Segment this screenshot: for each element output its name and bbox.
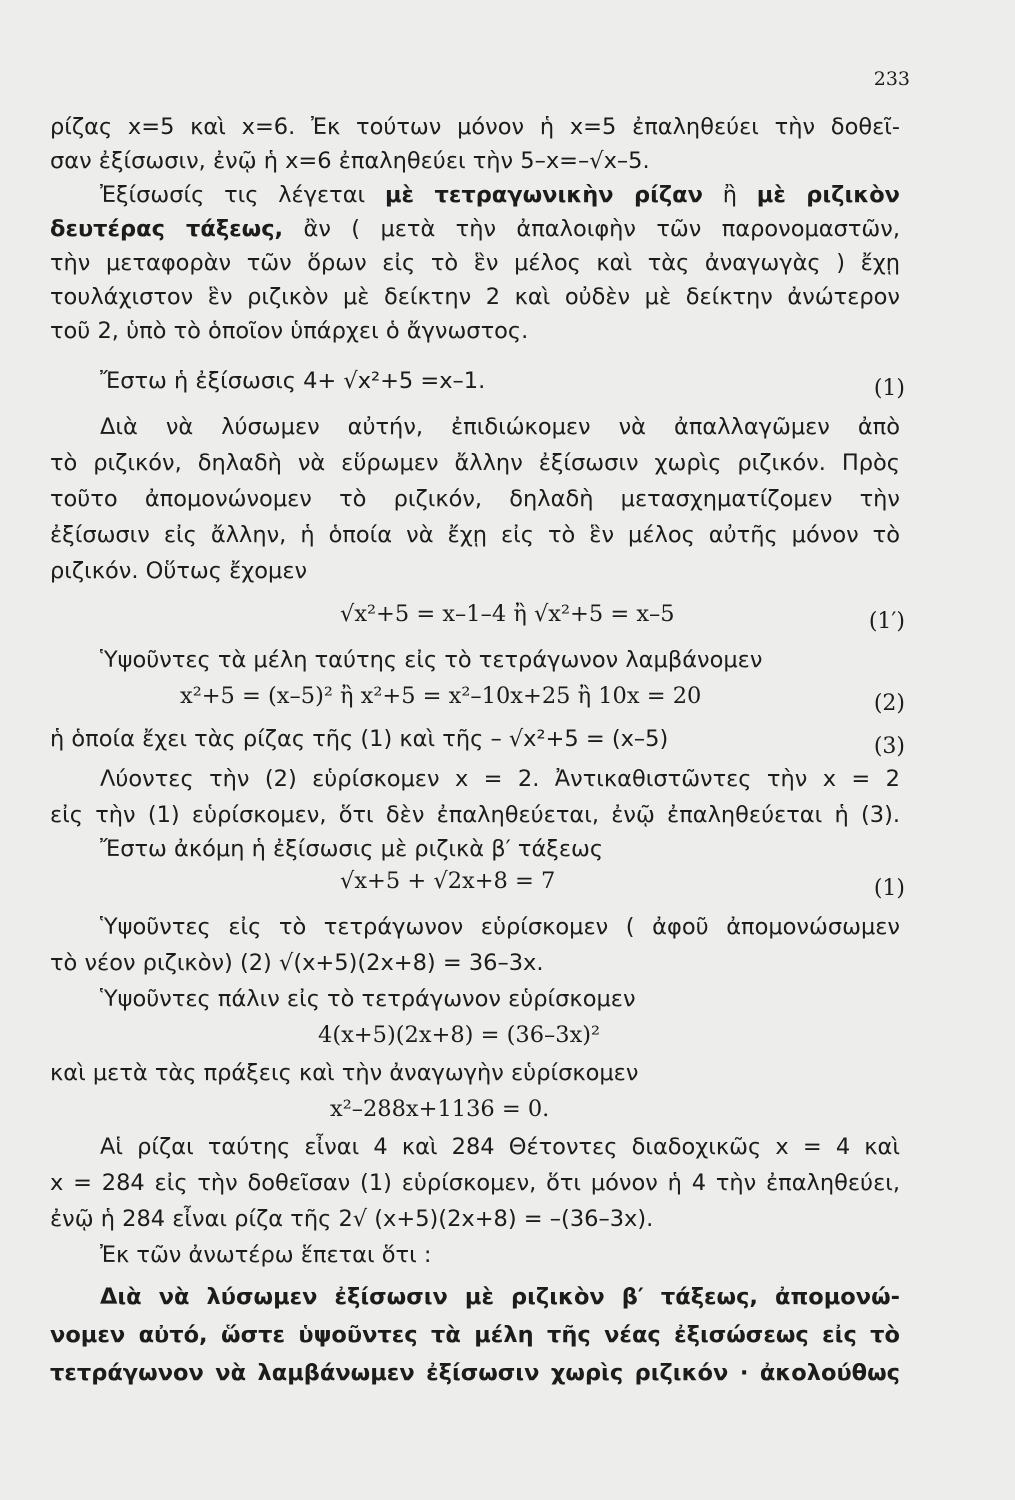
equation: x²–288x+1136 = 0. (330, 1096, 550, 1122)
equation-number: (2) (873, 691, 905, 716)
definition-line (100, 178, 900, 212)
text-line: Αἱ ρίζαι ταύτης εἶναι 4 καὶ 284 Θέτοντες διαδοχικῶς x = 4 καὶ (100, 1134, 900, 1160)
text-line: τὸ ριζικόν, δηλαδὴ νὰ εὕρωμεν ἄλλην ἐξίσωσιν χωρὶς ριζικόν. Πρὸς (50, 450, 900, 476)
text-span: ἂν ( μετὰ τὴν ἀπαλοιφὴν τῶν παρονομαστῶν, (303, 216, 900, 242)
bold-term: δευτέρας τάξεως, (50, 216, 284, 242)
equation-number: (1) (873, 876, 905, 901)
text-line: Ὑψοῦντες εἰς τὸ τετράγωνον εὑρίσκομεν ( ἀφοῦ ἀπομονώσωμεν (100, 914, 900, 940)
page-number: 233 (873, 68, 910, 90)
text-span: ἢ (722, 182, 737, 208)
text-line: Διὰ νὰ λύσωμεν αὐτήν, ἐπιδιώκομεν νὰ ἀπαλλαγῶμεν ἀπὸ (100, 414, 900, 440)
bold-term: μὲ τετραγωνικὴν ρίζαν (384, 182, 703, 208)
definition-line (50, 212, 900, 246)
text-span: Ἐξίσωσίς τις λέγεται (100, 182, 366, 208)
equation-number: (3) (873, 734, 905, 759)
equation-number: (1′) (868, 609, 905, 634)
text-line: εἰς τὴν (1) εὑρίσκομεν, ὅτι δὲν ἐπαληθεύεται, ἐνῷ ἐπαληθεύεται ἡ (3). (50, 802, 900, 828)
text-line: ἐνῷ ἡ 284 εἶναι ρίζα τῆς 2√ (x+5)(2x+8) = –(36–3x). (50, 1206, 654, 1232)
text-line: τοῦτο ἀπομονώνομεν τὸ ριζικόν, δηλαδὴ μετασχηματίζομεν τὴν (50, 486, 900, 512)
text-line: x = 284 εἰς τὴν δοθεῖσαν (1) εὑρίσκομεν, ὅτι μόνον ἡ 4 τὴν ἐπαληθεύει, (50, 1170, 900, 1196)
text-line: τοῦ 2, ὑπὸ τὸ ὁποῖον ὑπάρχει ὁ ἄγνωστος. (50, 318, 529, 344)
text-line: τὸ νέον ριζικὸν) (2) √(x+5)(2x+8) = 36–3x. (50, 950, 544, 976)
rule-text: τετράγωνον νὰ λαμβάνωμεν ἐξίσωσιν χωρὶς ριζικόν · ἀκολούθως (50, 1360, 900, 1386)
equation: √x²+5 = x–1–4 ἢ √x²+5 = x–5 (340, 601, 675, 627)
text-line: Ὑψοῦντες πάλιν εἰς τὸ τετράγωνον εὑρίσκομεν (100, 986, 636, 1012)
rule-text: Διὰ νὰ λύσωμεν ἐξίσωσιν μὲ ριζικὸν β′ τάξεως, ἀπομονώ- (100, 1284, 900, 1310)
bold-term: μὲ ριζικὸν (756, 182, 900, 208)
text-line: σαν ἐξίσωσιν, ἐνῷ ἡ x=6 ἐπαληθεύει τὴν 5–x=–√x–5. (50, 148, 650, 174)
equation-line: Ἔστω ἡ ἐξίσωσις 4+ √x²+5 =x–1. (100, 368, 486, 394)
equation: √x+5 + √2x+8 = 7 (340, 868, 556, 894)
text-line: ἐξίσωσιν εἰς ἄλλην, ἡ ὁποία νὰ ἔχῃ εἰς τὸ ἓν μέλος αὐτῆς μόνον τὸ (50, 522, 900, 548)
text-line: Λύοντες τὴν (2) εὑρίσκομεν x = 2. Ἀντικαθιστῶντες τὴν x = 2 (100, 766, 900, 792)
equation-number: (1) (873, 376, 905, 401)
text-line: ἡ ὁποία ἔχει τὰς ρίζας τῆς (1) καὶ τῆς – √x²+5 = (x–5) (50, 726, 669, 752)
text-line: ρίζας x=5 καὶ x=6. Ἐκ τούτων μόνον ἡ x=5 ἐπαληθεύει τὴν δοθεῖ- (50, 114, 900, 140)
text-line: τὴν μεταφορὰν τῶν ὅρων εἰς τὸ ἓν μέλος καὶ τὰς ἀναγωγὰς ) ἔχῃ (50, 250, 900, 276)
text-line: ριζικόν. Οὕτως ἔχομεν (50, 558, 308, 584)
text-line: Ὑψοῦντες τὰ μέλη ταύτης εἰς τὸ τετράγωνον λαμβάνομεν (100, 647, 763, 673)
equation: 4(x+5)(2x+8) = (36–3x)² (318, 1022, 601, 1048)
text-line: Ἔστω ἀκόμη ἡ ἐξίσωσις μὲ ριζικὰ β′ τάξεως (100, 836, 604, 862)
text-line: τουλάχιστον ἓν ριζικὸν μὲ δείκτην 2 καὶ οὐδὲν μὲ δείκτην ἀνώτερον (50, 284, 900, 310)
equation: x²+5 = (x–5)² ἢ x²+5 = x²–10x+25 ἢ 10x = 20 (180, 683, 702, 709)
text-line: Ἐκ τῶν ἀνωτέρω ἕπεται ὅτι : (100, 1242, 432, 1268)
text-line: καὶ μετὰ τὰς πράξεις καὶ τὴν ἀναγωγὴν εὑρίσκομεν (50, 1060, 639, 1086)
rule-text: νομεν αὐτό, ὥστε ὑψοῦντες τὰ μέλη τῆς νέας ἐξισώσεως εἰς τὸ (50, 1322, 900, 1348)
